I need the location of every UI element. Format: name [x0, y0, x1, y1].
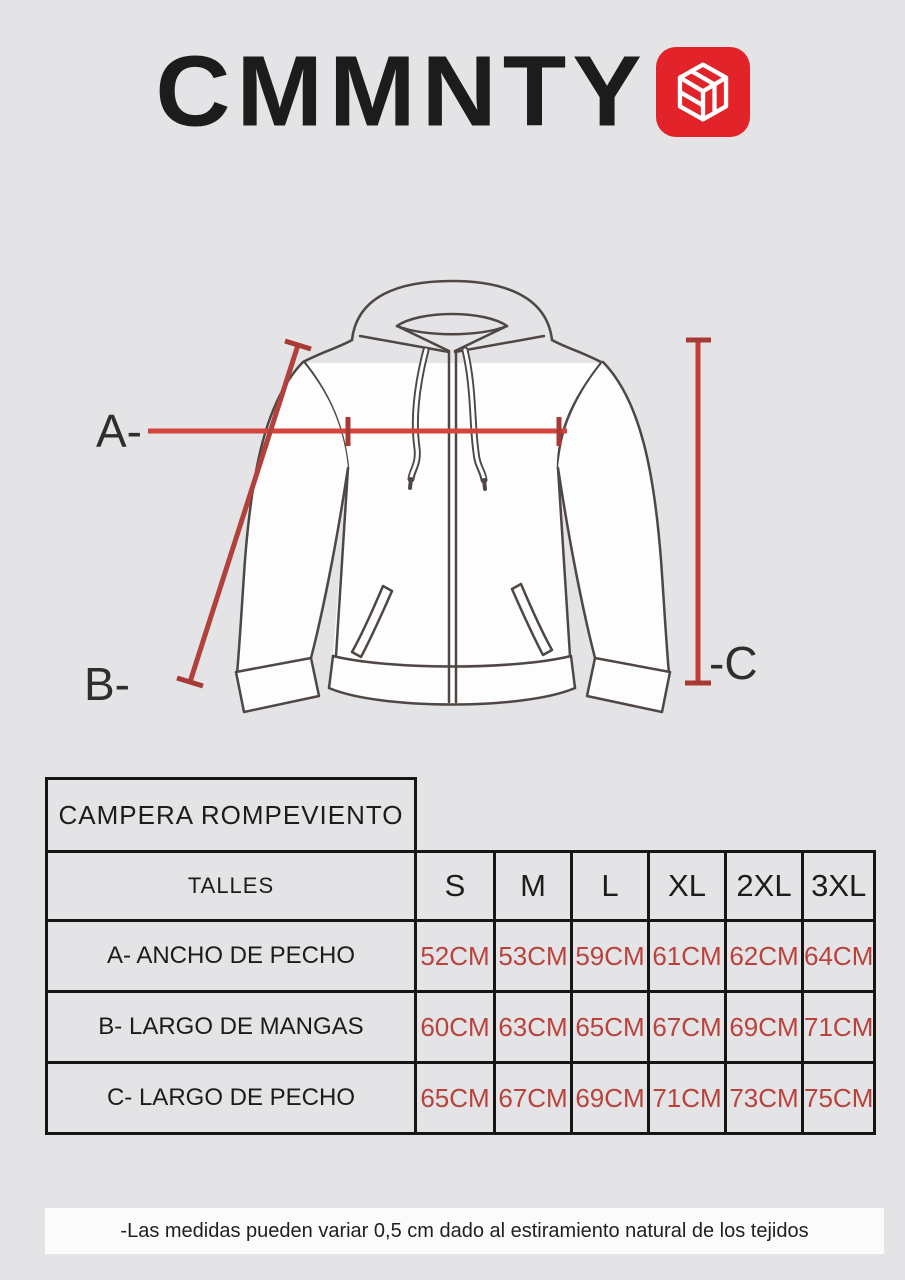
measure-value: 64CM: [803, 921, 875, 992]
row-label: A- ANCHO DE PECHO: [47, 921, 416, 992]
brand-badge: [656, 47, 750, 137]
jacket-measurement-diagram: [0, 250, 905, 760]
measure-value: 52CM: [416, 921, 495, 992]
row-label: C- LARGO DE PECHO: [47, 1063, 416, 1134]
measure-value: 59CM: [572, 921, 649, 992]
header-size-l: L: [572, 852, 649, 921]
header-size-m: M: [495, 852, 572, 921]
header-size-3xl: 3XL: [803, 852, 875, 921]
disclaimer-bar: [45, 1208, 884, 1254]
measure-value: 61CM: [649, 921, 726, 992]
box-cube-icon: [667, 53, 739, 131]
measure-value: 67CM: [495, 1063, 572, 1134]
measure-value: 60CM: [416, 992, 495, 1063]
header-talles: TALLES: [47, 852, 416, 921]
measure-value: 65CM: [416, 1063, 495, 1134]
measure-value: 63CM: [495, 992, 572, 1063]
measure-value: 62CM: [726, 921, 803, 992]
measure-value: 69CM: [726, 992, 803, 1063]
table-title-row: [47, 779, 875, 852]
measure-value: 75CM: [803, 1063, 875, 1134]
measure-label-a: A-: [96, 405, 142, 457]
header-size-s: S: [416, 852, 495, 921]
measure-c: [685, 340, 758, 689]
measure-value: 71CM: [803, 992, 875, 1063]
row-label: B- LARGO DE MANGAS: [47, 992, 416, 1063]
disclaimer-text: -Las medidas pueden variar 0,5 cm dado al estiramiento natural de los tejidos: [120, 1219, 809, 1242]
measure-value: 53CM: [495, 921, 572, 992]
measure-label-b: B-: [84, 658, 130, 710]
measure-value: 71CM: [649, 1063, 726, 1134]
brand-name: CMMNTY: [155, 36, 648, 148]
measure-value: 73CM: [726, 1063, 803, 1134]
measure-value: 69CM: [572, 1063, 649, 1134]
table-header-row: [47, 852, 875, 921]
measure-value: 65CM: [572, 992, 649, 1063]
measure-value: 67CM: [649, 992, 726, 1063]
table-row-sleeve-length: [47, 992, 875, 1063]
table-row-chest-width: [47, 921, 875, 992]
table-title: CAMPERA ROMPEVIENTO: [47, 779, 416, 852]
header-size-2xl: 2XL: [726, 852, 803, 921]
size-table: [45, 777, 876, 1135]
table-row-body-length: [47, 1063, 875, 1134]
measure-label-c: -C: [709, 637, 758, 689]
header-size-xl: XL: [649, 852, 726, 921]
brand-logo: [0, 36, 905, 148]
table-title-spacer: [416, 779, 875, 852]
